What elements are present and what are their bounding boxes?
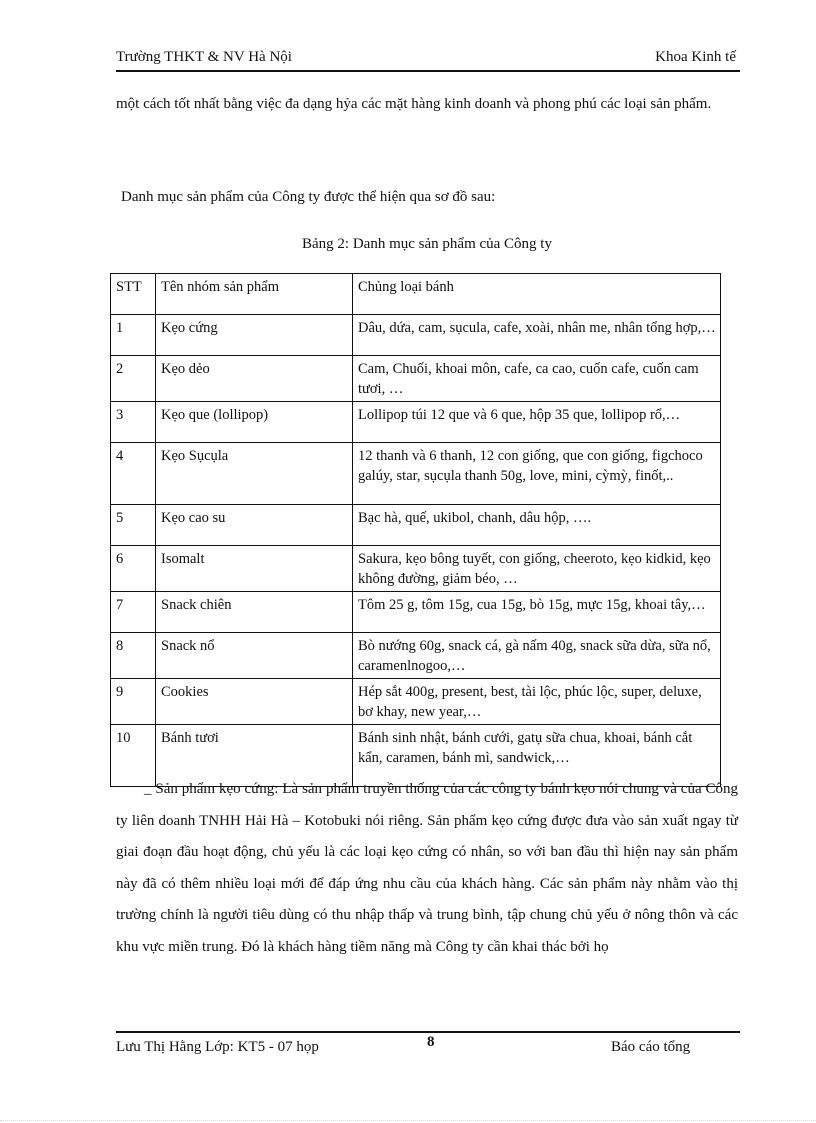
cell-stt: 9 xyxy=(111,679,156,725)
cell-stt: 8 xyxy=(111,633,156,679)
cell-group: Snack chiên xyxy=(156,592,353,633)
cell-stt: 5 xyxy=(111,505,156,546)
table-row xyxy=(111,315,721,356)
footer-author: Lưu Thị Hằng Lớp: KT5 - 07 họp xyxy=(116,1039,319,1055)
cell-stt: 2 xyxy=(111,356,156,402)
cell-group: Snack nổ xyxy=(156,633,353,679)
header-stt: STT xyxy=(111,274,156,315)
header-school: Trường THKT & NV Hà Nội xyxy=(116,49,292,65)
cell-group: Cookies xyxy=(156,679,353,725)
table-row xyxy=(111,592,721,633)
cell-group: Kẹo que (lollipop) xyxy=(156,402,353,443)
header-types: Chủng loại bánh xyxy=(353,274,721,315)
cell-stt: 10 xyxy=(111,725,156,787)
page-edge-divider xyxy=(0,1120,816,1121)
table-caption: Bảng 2: Danh mục sản phẩm của Công ty xyxy=(302,236,552,252)
cell-types: Bạc hà, quế, ukibol, chanh, dâu hộp, …. xyxy=(353,505,721,546)
product-catalog-table xyxy=(110,273,721,787)
cell-group: Kẹo cao su xyxy=(156,505,353,546)
header-department: Khoa Kinh tế xyxy=(655,49,736,65)
table-row xyxy=(111,402,721,443)
cell-stt: 3 xyxy=(111,402,156,443)
hard-candy-text: _ Sản phẩm kẹo cứng: Là sản phẩm truyền thống của các công ty bánh kẹo nói chung và của Công ty liên doanh TNHH Hải Hà – Kotobuki nói riêng. Sản phẩm kẹo cứng được đưa vào sản xuất ngay từ giai đoạn đầu hoạt động, chủ yếu là các loại kẹo cứng có nhân, so với ban đầu thì hiện nay sản phẩm này đã có thêm nhiều loại mới để đáp ứng nhu cầu của khách hàng. Các sản phẩm này nhằm vào thị trường chính là người tiêu dùng có thu nhập thấp và trung bình, tập chung chủ yếu ở nông thôn và các khu vực miền trung. Đó là khách hàng tiềm năng mà Công ty cần khai thác bởi họ xyxy=(116,781,738,955)
table-row xyxy=(111,633,721,679)
cell-types: Hép sắt 400g, present, best, tài lộc, phúc lộc, super, deluxe, bơ khay, new year,… xyxy=(353,679,721,725)
cell-types: Sakura, kẹo bông tuyết, con giống, cheeroto, kẹo kidkid, kẹo không đường, giảm béo, … xyxy=(353,546,721,592)
cell-group: Bánh tươi xyxy=(156,725,353,787)
cell-stt: 7 xyxy=(111,592,156,633)
lead-paragraph: Danh mục sản phẩm của Công ty được thể hiện qua sơ đồ sau: xyxy=(121,189,496,205)
cell-types: Bò nướng 60g, snack cá, gà nấm 40g, snack sữa dừa, sữa nổ, caramenlnogoo,… xyxy=(353,633,721,679)
cell-types: Bánh sinh nhật, bánh cưới, gatụ sữa chua, khoai, bánh cắt kẩn, caramen, bánh mì, sandwick,… xyxy=(353,725,721,787)
page-number: 8 xyxy=(427,1034,435,1050)
table-row xyxy=(111,679,721,725)
cell-group: Kẹo cứng xyxy=(156,315,353,356)
cell-group: Kẹo Sụcụla xyxy=(156,443,353,505)
cell-types: Lollipop túi 12 que và 6 que, hộp 35 que, lollipop rổ,… xyxy=(353,402,721,443)
intro-paragraph: một cách tốt nhất bằng việc đa dạng hỷa các mặt hàng kinh doanh và phong phú các loại sản phẩm. xyxy=(116,96,712,112)
cell-stt: 1 xyxy=(111,315,156,356)
cell-group: Kẹo dẻo xyxy=(156,356,353,402)
cell-types: Cam, Chuối, khoai môn, cafe, ca cao, cuốn cafe, cuốn cam tươi, … xyxy=(353,356,721,402)
cell-types: Tôm 25 g, tôm 15g, cua 15g, bò 15g, mực 15g, khoai tây,… xyxy=(353,592,721,633)
hard-candy-paragraph xyxy=(116,774,738,963)
cell-types: 12 thanh và 6 thanh, 12 con giống, que con giống, figchoco galúy, star, sụcụla thanh 50g, love, mini, cỳmỳ, finốt,.. xyxy=(353,443,721,505)
header-divider xyxy=(116,70,740,72)
header-group: Tên nhóm sản phẩm xyxy=(156,274,353,315)
page-header xyxy=(116,49,738,71)
cell-stt: 6 xyxy=(111,546,156,592)
table-row xyxy=(111,546,721,592)
cell-group: Isomalt xyxy=(156,546,353,592)
table-row xyxy=(111,443,721,505)
cell-types: Dâu, dứa, cam, sụcula, cafe, xoài, nhân me, nhân tổng hợp,… xyxy=(353,315,721,356)
table-header-row xyxy=(111,274,721,315)
footer-report-title: Báo cáo tổng xyxy=(611,1039,691,1055)
cell-stt: 4 xyxy=(111,443,156,505)
table-row xyxy=(111,356,721,402)
table-row xyxy=(111,505,721,546)
